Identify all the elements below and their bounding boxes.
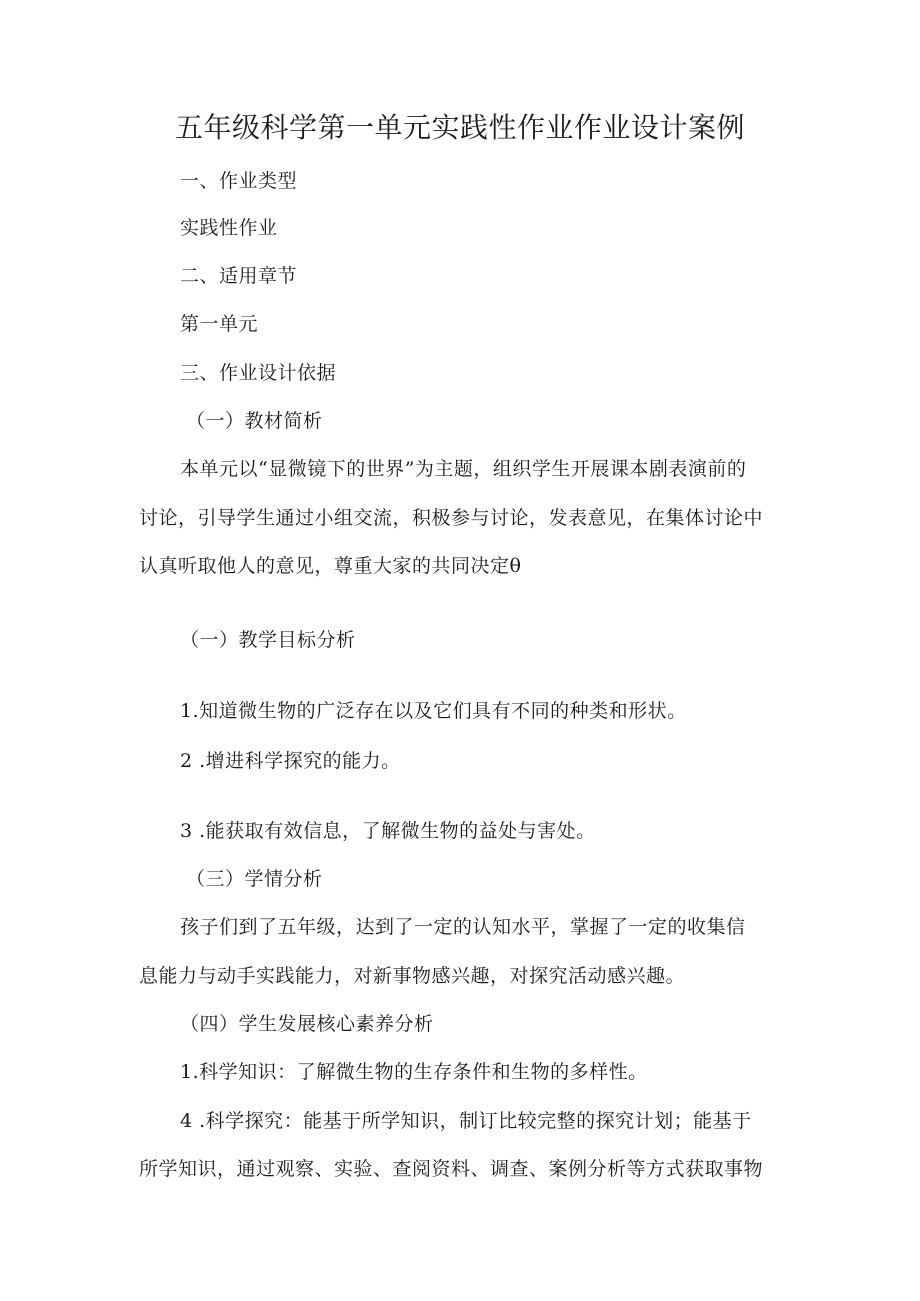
assignment-type-text: 实践性作业: [180, 217, 278, 239]
literacy-item: 1.科学知识：了解微生物的生存条件和生物的多样性。: [180, 1061, 648, 1083]
subheading-core-literacy: （四）学生发展核心素养分析: [180, 1013, 434, 1035]
section-heading-applicable-chapter: 二、适用章节: [180, 265, 298, 287]
goal-item: 3 .能获取有效信息，了解微生物的益处与害处。: [180, 820, 596, 842]
paragraph-line: 认真听取他人的意见，尊重大家的共同决定θ: [139, 555, 522, 577]
section-heading-design-basis: 三、作业设计依据: [180, 362, 337, 384]
section-heading-assignment-type: 一、作业类型: [180, 170, 298, 192]
paragraph-line: 所学知识，通过观察、实验、查阅资料、调查、案例分析等方式获取事物: [139, 1158, 764, 1180]
paragraph-line: 本单元以“显微镜下的世界”为主题，组织学生开展课本剧表演前的: [180, 458, 747, 480]
goal-item: 2 .增进科学探究的能力。: [180, 750, 401, 772]
document-title: 五年级科学第一单元实践性作业作业设计案例: [174, 111, 745, 144]
paragraph-line: 孩子们到了五年级，达到了一定的认知水平，掌握了一定的收集信: [180, 916, 746, 938]
subheading-textbook-analysis: （一）教材简析: [186, 410, 323, 432]
goal-item: 1.知道微生物的广泛存在以及它们具有不同的种类和形状。: [180, 700, 687, 722]
subheading-teaching-goals: （一）教学目标分析: [180, 629, 356, 651]
paragraph-line: 讨论，引导学生通过小组交流，积极参与讨论，发表意见，在集体讨论中: [139, 507, 764, 529]
paragraph-line: 息能力与动手实践能力，对新事物感兴趣，对探究活动感兴趣。: [139, 965, 686, 987]
applicable-chapter-text: 第一单元: [180, 313, 259, 335]
subheading-student-situation: （三）学情分析: [186, 868, 323, 890]
literacy-item: 4 .科学探究：能基于所学知识，制订比较完整的探究计划；能基于: [180, 1110, 752, 1132]
